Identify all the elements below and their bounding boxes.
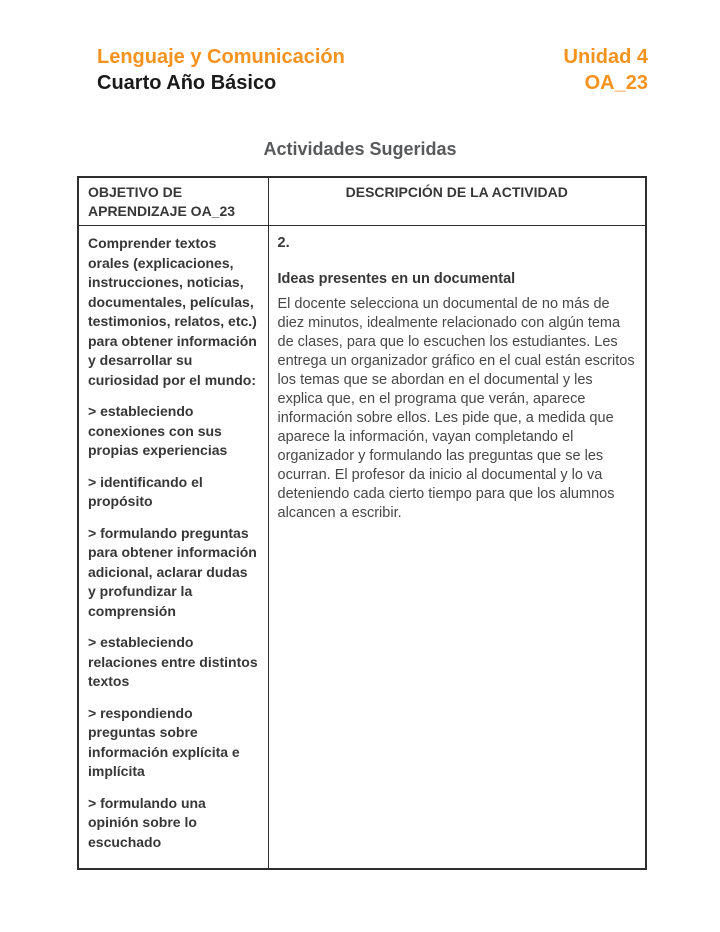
header-left-block — [97, 44, 345, 96]
description-column-header: DESCRIPCIÓN DE LA ACTIVIDAD — [268, 177, 646, 226]
objective-bullet: > formulando una opinión sobre lo escuchado — [88, 794, 206, 850]
objective-bullet: > identificando el propósito — [88, 473, 203, 509]
subject-title: Lenguaje y Comunicación — [97, 46, 345, 68]
header-right-block — [564, 44, 648, 96]
document-header — [0, 0, 720, 96]
unit-label: Unidad 4 — [563, 46, 648, 68]
activities-table — [77, 176, 647, 870]
activity-title: Ideas presentes en un documental — [277, 271, 516, 287]
activity-cell — [268, 226, 646, 870]
objective-bullet: > estableciendo relaciones entre distintos textos — [88, 634, 258, 689]
objective-column-header: OBJETIVO DE APRENDIZAJE OA_23 — [78, 177, 268, 226]
objective-bullet: > formulando preguntas para obtener información adicional, aclarar dudas y profundizar la comprensión — [88, 524, 257, 619]
objective-intro: Comprender textos orales (explicaciones, instrucciones, noticias, documentales, películas, testimonios, relatos, etc.) para obtener información y desarrollar su curiosidad por el mundo: — [88, 235, 257, 388]
activity-description: El docente selecciona un documental de no más de diez minutos, idealmente relacionado con algún tema de clases, para que lo escuchen los estudiantes. Les entrega un organizador gráfico en el cual están escritos los temas que se abordan en el documental y les explica que, en el programa que verán, aparece información sobre ellos. Les pide que, a medida que aparece la información, vayan completando el organizador y formulando las preguntas que se les ocurran. El profesor da inicio al documental y lo va deteniendo cada cierto tiempo para que los alumnos alcancen a escribir. — [277, 296, 635, 521]
grade-title: Cuarto Año Básico — [97, 72, 277, 94]
oa-code-label: OA_23 — [584, 72, 648, 94]
objective-bullet: > respondiendo preguntas sobre información explícita e implícita — [88, 704, 240, 779]
objective-bullet: > estableciendo conexiones con sus propias experiencias — [88, 403, 228, 458]
table-header-row — [78, 177, 646, 226]
page-title: Actividades Sugeridas — [263, 139, 457, 159]
activity-number: 2. — [277, 235, 290, 251]
table-body-row — [78, 226, 646, 870]
objective-cell — [78, 226, 268, 870]
